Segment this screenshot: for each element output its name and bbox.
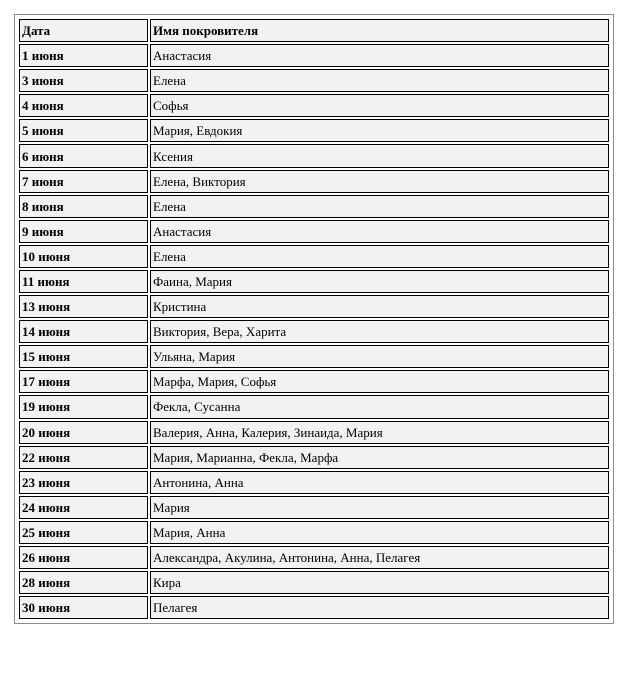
date-cell: 14 июня: [19, 320, 148, 343]
table-row: [19, 44, 609, 67]
date-cell: 22 июня: [19, 446, 148, 469]
patron-names-cell: Елена, Виктория: [150, 170, 609, 193]
date-cell: 17 июня: [19, 370, 148, 393]
date-cell: 6 июня: [19, 144, 148, 167]
date-cell: 11 июня: [19, 270, 148, 293]
patron-names-cell: Мария: [150, 496, 609, 519]
date-cell: 26 июня: [19, 546, 148, 569]
date-cell: 15 июня: [19, 345, 148, 368]
date-cell: 20 июня: [19, 421, 148, 444]
table-body: [19, 44, 609, 619]
date-cell: 19 июня: [19, 395, 148, 418]
table-row: [19, 496, 609, 519]
table-row: [19, 144, 609, 167]
date-cell: 3 июня: [19, 69, 148, 92]
table-row: [19, 446, 609, 469]
patron-names-cell: Александра, Акулина, Антонина, Анна, Пелагея: [150, 546, 609, 569]
table-row: [19, 270, 609, 293]
date-cell: 30 июня: [19, 596, 148, 619]
patron-names-cell: Виктория, Вера, Харита: [150, 320, 609, 343]
date-cell: 23 июня: [19, 471, 148, 494]
date-cell: 8 июня: [19, 195, 148, 218]
patron-names-cell: Кира: [150, 571, 609, 594]
patron-names-cell: Фаина, Мария: [150, 270, 609, 293]
header-date: Дата: [19, 19, 148, 42]
date-cell: 25 июня: [19, 521, 148, 544]
patron-names-cell: Валерия, Анна, Калерия, Зинаида, Мария: [150, 421, 609, 444]
patron-names-cell: Елена: [150, 69, 609, 92]
table-row: [19, 571, 609, 594]
patron-names-cell: Анастасия: [150, 220, 609, 243]
patron-names-cell: Мария, Анна: [150, 521, 609, 544]
header-patron-name: Имя покровителя: [150, 19, 609, 42]
patron-names-cell: Ульяна, Мария: [150, 345, 609, 368]
patron-names-cell: Антонина, Анна: [150, 471, 609, 494]
date-cell: 28 июня: [19, 571, 148, 594]
table-row: [19, 195, 609, 218]
table-row: [19, 596, 609, 619]
table-row: [19, 471, 609, 494]
table-row: [19, 69, 609, 92]
date-cell: 4 июня: [19, 94, 148, 117]
patron-names-cell: Софья: [150, 94, 609, 117]
table-row: [19, 94, 609, 117]
table-row: [19, 170, 609, 193]
table-row: [19, 345, 609, 368]
patron-names-cell: Марфа, Мария, Софья: [150, 370, 609, 393]
date-cell: 13 июня: [19, 295, 148, 318]
table-row: [19, 295, 609, 318]
name-day-table: [17, 17, 611, 621]
patron-names-cell: Елена: [150, 245, 609, 268]
patron-names-cell: Анастасия: [150, 44, 609, 67]
date-cell: 24 июня: [19, 496, 148, 519]
date-cell: 1 июня: [19, 44, 148, 67]
table-row: [19, 395, 609, 418]
table-row: [19, 546, 609, 569]
name-day-table-frame: [14, 14, 614, 624]
date-cell: 5 июня: [19, 119, 148, 142]
patron-names-cell: Мария, Евдокия: [150, 119, 609, 142]
patron-names-cell: Ксения: [150, 144, 609, 167]
date-cell: 7 июня: [19, 170, 148, 193]
table-row: [19, 245, 609, 268]
patron-names-cell: Елена: [150, 195, 609, 218]
patron-names-cell: Мария, Марианна, Фекла, Марфа: [150, 446, 609, 469]
table-row: [19, 220, 609, 243]
patron-names-cell: Фекла, Сусанна: [150, 395, 609, 418]
table-row: [19, 421, 609, 444]
date-cell: 9 июня: [19, 220, 148, 243]
table-row: [19, 320, 609, 343]
table-row: [19, 370, 609, 393]
table-row: [19, 119, 609, 142]
table-header-row: [19, 19, 609, 42]
patron-names-cell: Кристина: [150, 295, 609, 318]
table-row: [19, 521, 609, 544]
patron-names-cell: Пелагея: [150, 596, 609, 619]
date-cell: 10 июня: [19, 245, 148, 268]
